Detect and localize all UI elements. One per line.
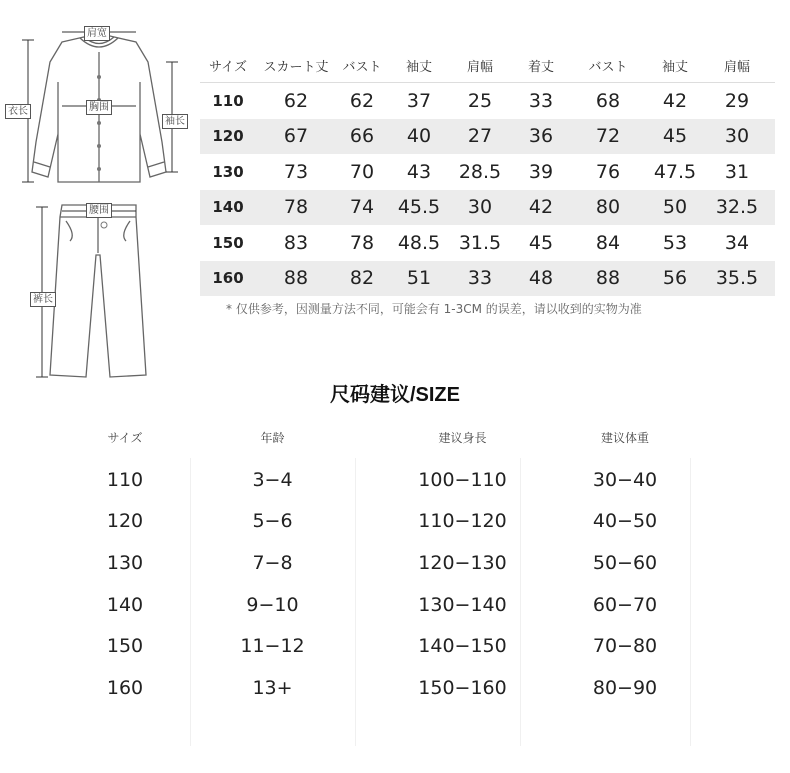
table-cell: 130 <box>106 551 144 574</box>
table-cell: 37 <box>406 89 432 112</box>
table-cell: 68 <box>595 89 621 112</box>
table-cell: 48.5 <box>397 231 441 254</box>
table-cell: 62 <box>283 89 309 112</box>
table-cell: 100−110 <box>418 468 507 491</box>
table-cell: 47.5 <box>653 160 697 183</box>
table-cell: 150 <box>106 635 144 658</box>
table-cell: 160 <box>212 269 244 288</box>
sleeve-label: 袖长 <box>162 114 188 129</box>
table-cell: 40 <box>406 125 432 148</box>
table-cell: 74 <box>349 196 375 219</box>
table-cell: 45 <box>528 231 554 254</box>
table-cell: 30 <box>467 196 493 219</box>
table-cell: 73 <box>283 160 309 183</box>
table-cell: 62 <box>349 89 375 112</box>
table-cell: 78 <box>283 196 309 219</box>
table-cell: 45.5 <box>397 196 441 219</box>
header-shoulder: 肩幅 <box>466 59 493 75</box>
table-cell: 67 <box>283 125 309 148</box>
table-cell: 130−140 <box>418 593 507 616</box>
measurement-table-header <box>200 48 775 83</box>
table-row <box>200 119 775 155</box>
table-cell: 7−8 <box>252 551 293 574</box>
table-cell: 36 <box>528 125 554 148</box>
waist-label: 腰围 <box>86 203 112 218</box>
table-cell: 53 <box>662 231 688 254</box>
table-cell: 28.5 <box>458 160 502 183</box>
size-suggestion-table <box>80 415 700 709</box>
measurement-note: * 仅供参考，因测量方法不同，可能会有 1-3CM 的误差，请以收到的实物为准 <box>226 302 642 316</box>
header-length: 着丈 <box>527 59 554 75</box>
header-size: サイズ <box>107 430 143 445</box>
table-cell: 31.5 <box>458 231 502 254</box>
chest-label: 胸围 <box>86 100 112 115</box>
table-cell: 34 <box>724 231 750 254</box>
measurement-table <box>200 48 775 296</box>
table-cell: 160 <box>106 676 144 699</box>
table-cell: 150 <box>212 233 244 252</box>
table-cell: 11−12 <box>240 635 305 658</box>
table-cell: 60−70 <box>592 593 658 616</box>
header-height: 建议身長 <box>438 430 487 445</box>
table-row <box>80 667 700 709</box>
shoulder-label: 肩宽 <box>84 26 110 41</box>
pants-length-label: 裤长 <box>30 292 56 307</box>
table-cell: 140 <box>106 593 144 616</box>
table-cell: 35.5 <box>715 267 759 290</box>
table-cell: 50 <box>662 196 688 219</box>
table-cell: 70−80 <box>592 635 658 658</box>
table-cell: 110 <box>106 468 144 491</box>
size-section-title: 尺码建议/SIZE <box>329 384 460 406</box>
table-row <box>80 625 700 667</box>
table-row <box>200 225 775 261</box>
table-cell: 150−160 <box>418 676 507 699</box>
table-cell: 13+ <box>252 676 293 699</box>
table-cell: 110 <box>212 91 244 110</box>
size-table-header <box>80 415 700 459</box>
table-cell: 30−40 <box>592 468 658 491</box>
table-cell: 33 <box>467 267 493 290</box>
header-sleeve: 袖丈 <box>405 59 432 75</box>
table-cell: 120−130 <box>418 551 507 574</box>
table-cell: 76 <box>595 160 621 183</box>
table-cell: 48 <box>528 267 554 290</box>
table-cell: 66 <box>349 125 375 148</box>
table-cell: 72 <box>595 125 621 148</box>
table-row <box>80 459 700 501</box>
header-sleeve-2: 袖丈 <box>661 59 688 75</box>
header-bust-2: バスト <box>588 59 628 75</box>
header-shoulder-2: 肩幅 <box>723 59 750 75</box>
table-cell: 27 <box>467 125 493 148</box>
table-cell: 140−150 <box>418 635 507 658</box>
table-cell: 3−4 <box>252 468 293 491</box>
table-row <box>200 154 775 190</box>
table-cell: 31 <box>724 160 750 183</box>
table-row <box>200 190 775 226</box>
table-cell: 78 <box>349 231 375 254</box>
table-cell: 29 <box>724 89 750 112</box>
table-cell: 120 <box>212 127 244 146</box>
header-bust: バスト <box>342 59 382 75</box>
table-cell: 42 <box>528 196 554 219</box>
table-cell: 110−120 <box>418 510 507 533</box>
header-weight: 建议体重 <box>600 430 649 445</box>
table-cell: 50−60 <box>592 551 658 574</box>
table-cell: 39 <box>528 160 554 183</box>
table-row <box>80 542 700 584</box>
table-cell: 56 <box>662 267 688 290</box>
table-cell: 42 <box>662 89 688 112</box>
table-cell: 25 <box>467 89 493 112</box>
table-cell: 84 <box>595 231 621 254</box>
table-cell: 51 <box>406 267 432 290</box>
table-row <box>200 261 775 297</box>
table-cell: 88 <box>595 267 621 290</box>
table-cell: 43 <box>406 160 432 183</box>
table-row <box>200 83 775 119</box>
table-cell: 83 <box>283 231 309 254</box>
table-cell: 88 <box>283 267 309 290</box>
header-size: サイズ <box>209 59 247 75</box>
table-cell: 140 <box>212 198 244 217</box>
table-cell: 33 <box>528 89 554 112</box>
table-cell: 120 <box>106 510 144 533</box>
table-cell: 82 <box>349 267 375 290</box>
table-cell: 5−6 <box>252 510 293 533</box>
table-row <box>80 584 700 626</box>
table-row <box>80 501 700 543</box>
table-cell: 130 <box>212 162 244 181</box>
table-cell: 40−50 <box>592 510 658 533</box>
length-label: 衣长 <box>5 104 31 119</box>
table-cell: 80−90 <box>592 676 658 699</box>
table-cell: 32.5 <box>715 196 759 219</box>
table-cell: 45 <box>662 125 688 148</box>
table-cell: 70 <box>349 160 375 183</box>
header-age: 年龄 <box>260 430 285 445</box>
table-cell: 30 <box>724 125 750 148</box>
table-cell: 9−10 <box>246 593 299 616</box>
header-skirt-length: スカート丈 <box>263 59 329 75</box>
table-cell: 80 <box>595 196 621 219</box>
